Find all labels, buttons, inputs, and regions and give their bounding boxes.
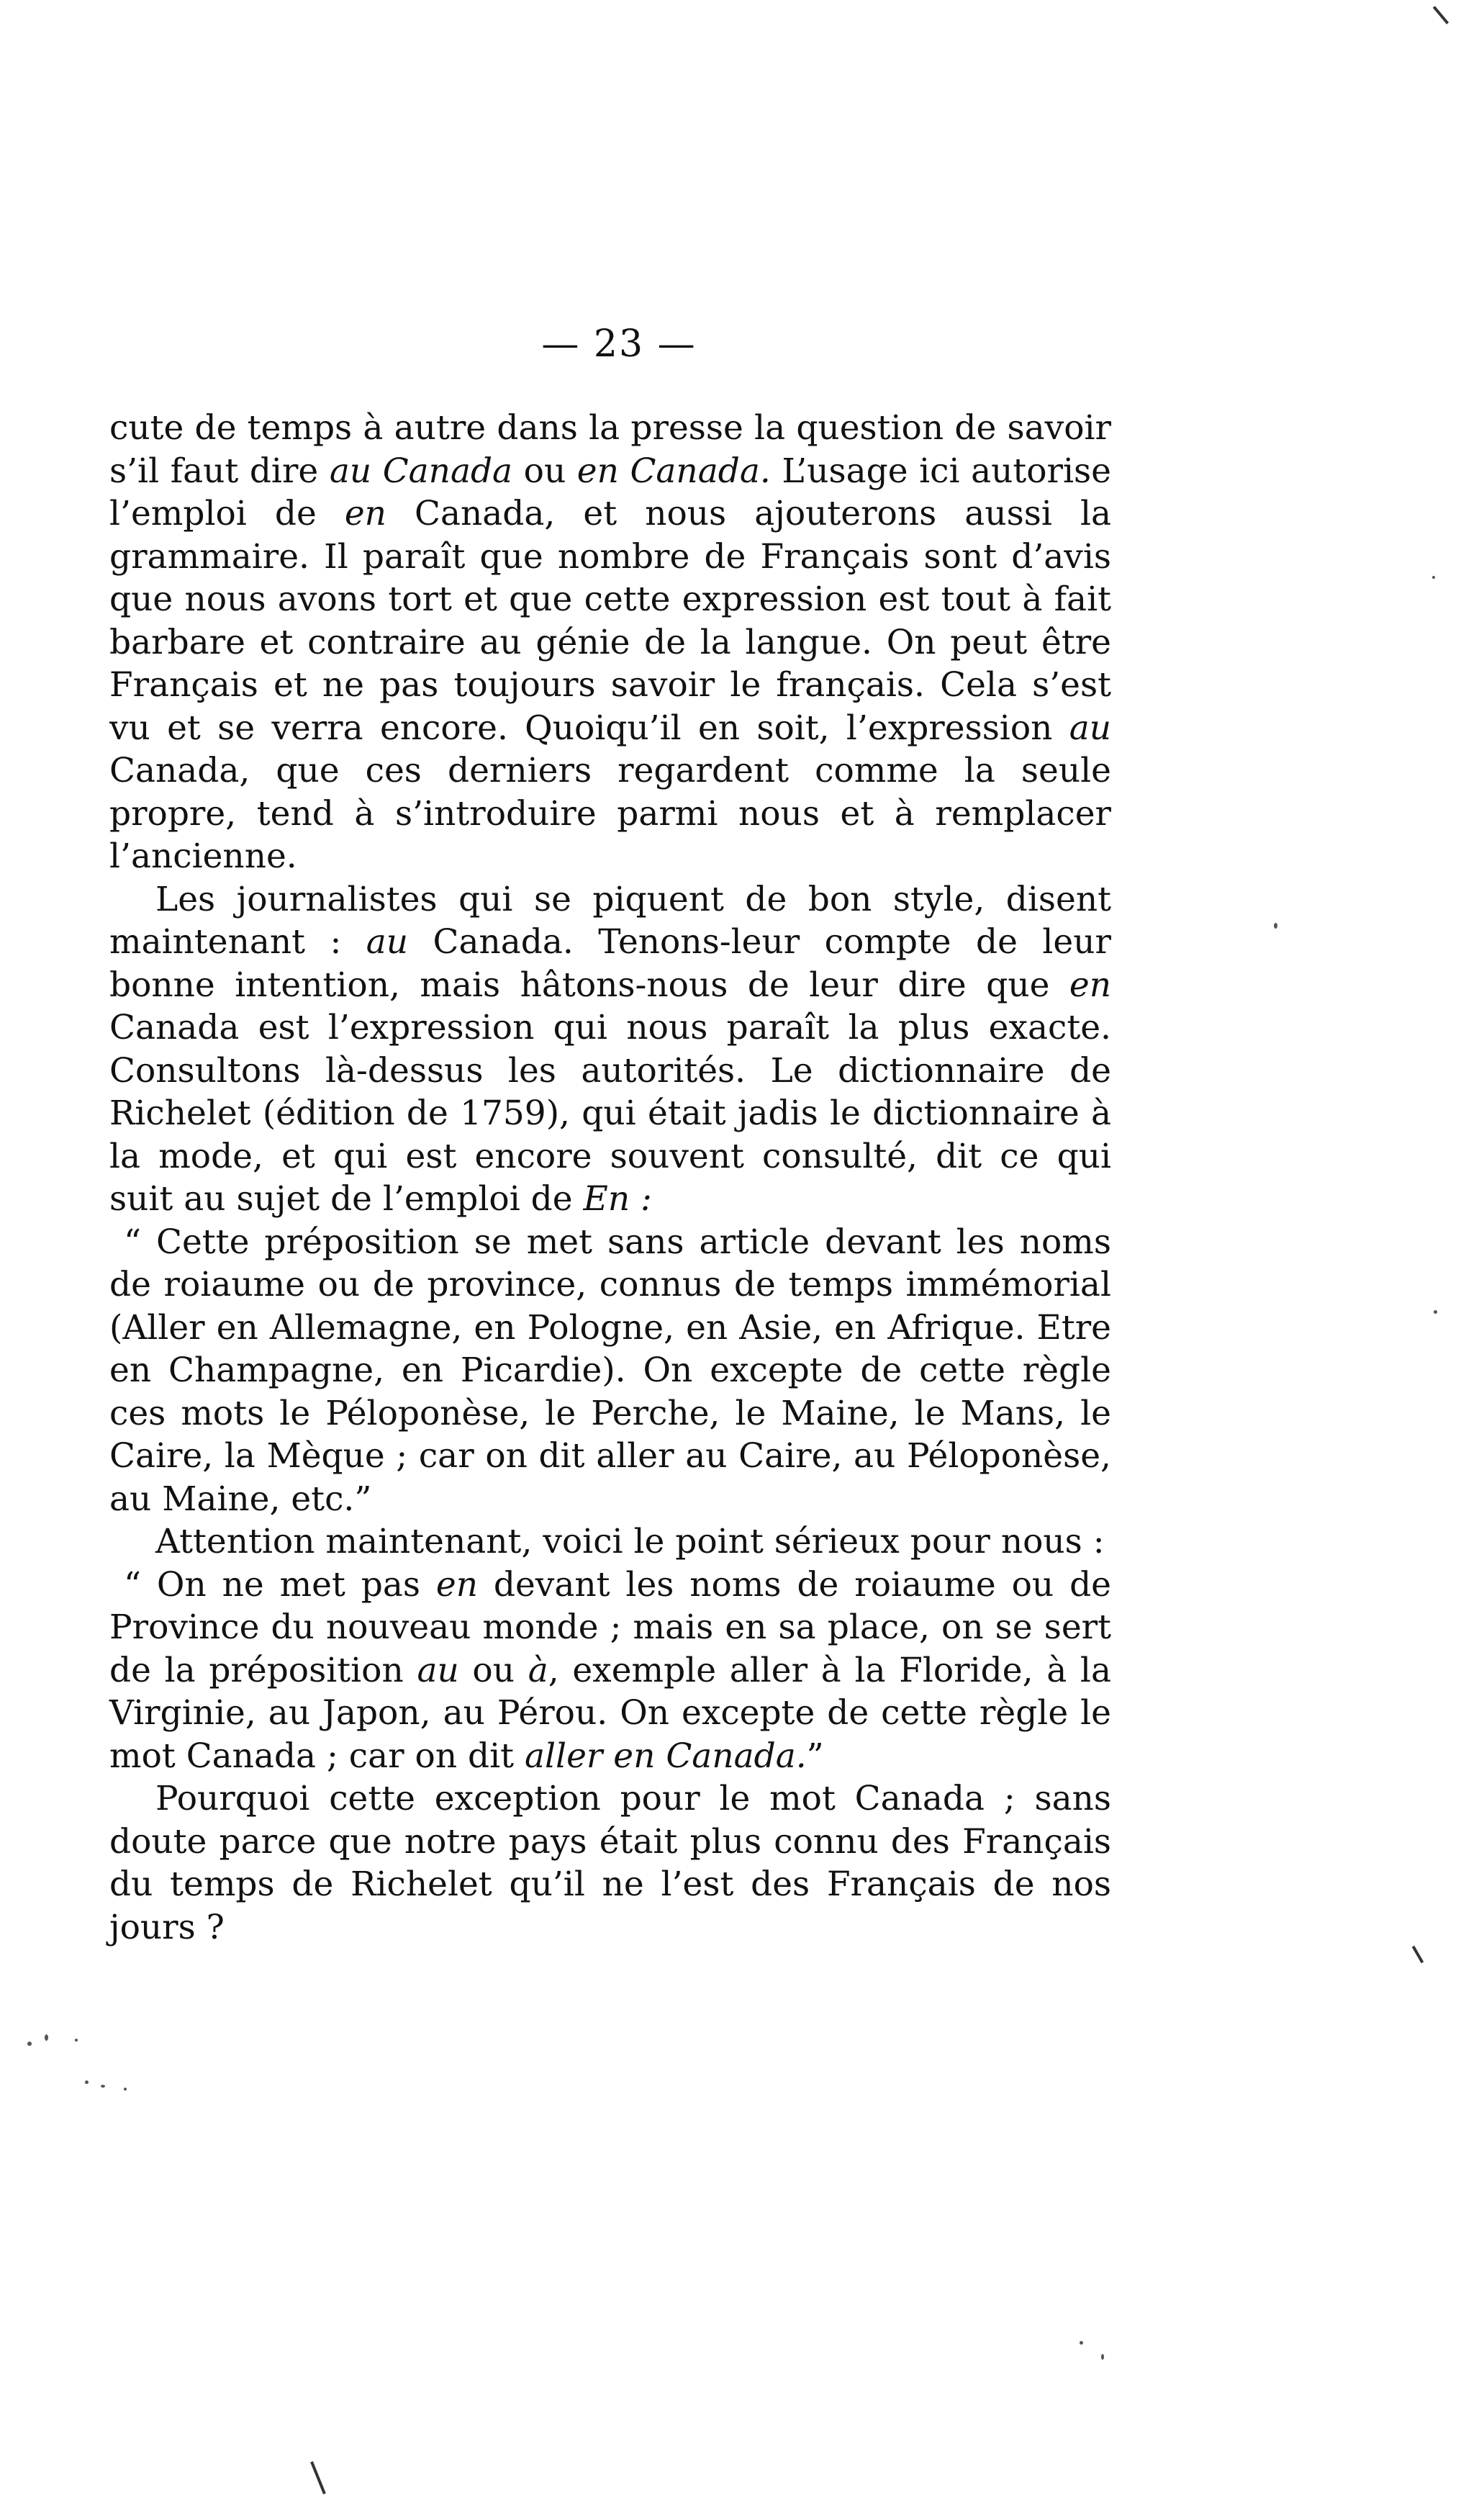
scan-mark bbox=[1433, 6, 1449, 24]
paragraph bbox=[109, 878, 1111, 1221]
text-run: Pourquoi cette exception pour le mot Canada ; sans doute parce que notre pays était plus connu des Français du temps de Richelet qu’il ne l’est des Français de nos jours ? bbox=[109, 1779, 1111, 1947]
italic-text: en bbox=[1069, 965, 1111, 1005]
scan-speck bbox=[75, 2039, 78, 2042]
text-run: L’usage ici autorise l’emploi de bbox=[109, 451, 1111, 533]
text-run: Attention maintenant, voici le point sérieux pour nous : bbox=[155, 1522, 1105, 1561]
paragraph bbox=[109, 1777, 1111, 1949]
italic-text: en bbox=[435, 1564, 478, 1605]
italic-text: à bbox=[528, 1650, 548, 1690]
italic-text: au bbox=[417, 1650, 459, 1690]
text-run: ou bbox=[512, 451, 577, 491]
page-number: — 23 — bbox=[541, 323, 697, 366]
paragraph bbox=[109, 1564, 1111, 1778]
text-run: Canada est l’expression qui nous paraît la plus exacte. Consultons là-dessus les autorités. Le dictionnaire de Richelet (édition de 1759), qui était jadis le dictionnaire à la mode, et qui est encore souvent consulté, dit ce qui suit au sujet de l’emploi de bbox=[109, 1008, 1111, 1219]
italic-text: au Canada bbox=[329, 451, 513, 491]
scan-speck bbox=[85, 2080, 89, 2084]
text-run: “ Cette préposition se met sans article devant les noms de roiaume ou de province, connus de temps immémorial (Aller en Allemagne, en Pologne, en Asie, en Afrique. Etre en Champagne, en Picardie). On excepte de cette règle ces mots le Péloponèse, le Perche, le Maine, le Mans, le Caire, la Mèque ; car on dit aller au Caire, au Péloponèse, au Maine, etc.” bbox=[109, 1222, 1111, 1519]
italic-text: aller en Canada. bbox=[525, 1736, 807, 1776]
scan-speck bbox=[101, 2085, 105, 2088]
italic-text: En : bbox=[583, 1179, 652, 1219]
scan-speck bbox=[1080, 2341, 1083, 2345]
scan-mark bbox=[1412, 1946, 1424, 1964]
paragraph bbox=[109, 1221, 1111, 1521]
italic-text: en bbox=[344, 494, 386, 533]
text-run: Les journalistes qui se piquent de bon style, disent maintenant : bbox=[109, 879, 1111, 962]
text-run: ou bbox=[458, 1650, 528, 1690]
italic-text: en Canada. bbox=[576, 451, 771, 491]
scan-speck bbox=[1434, 1310, 1437, 1314]
text-run: “ On ne met pas bbox=[124, 1564, 436, 1605]
scan-mark bbox=[310, 2461, 326, 2494]
scan-speck bbox=[45, 2034, 48, 2041]
italic-text: au bbox=[366, 922, 409, 962]
text-run: devant les noms de roiaume ou de Province du nouveau monde ; mais en sa place, on se sert de la préposition bbox=[109, 1564, 1111, 1690]
text-run: Canada. Tenons-leur compte de leur bonne intention, mais hâtons-nous de leur dire que bbox=[109, 922, 1111, 1005]
scan-speck bbox=[1101, 2354, 1104, 2360]
text-run: cute de temps à autre dans la presse la question de savoir s’il faut dire bbox=[109, 408, 1111, 491]
text-run: Canada, et nous ajouterons aussi la grammaire. Il paraît que nombre de Français sont d’avis que nous avons tort et que cette expression est tout à fait barbare et contraire au génie de la langue. On peut être Français et ne pas toujours savoir le français. Cela s’est vu et se verra encore. Quoiqu’il en soit, l’expression bbox=[109, 494, 1111, 748]
italic-text: au bbox=[1069, 708, 1111, 748]
scan-speck bbox=[1274, 923, 1277, 929]
paragraph bbox=[109, 1520, 1111, 1564]
text-run: Canada, que ces derniers regardent comme la seule propre, tend à s’introduire parmi nous et à remplacer l’ancienne. bbox=[109, 751, 1111, 876]
paragraph bbox=[109, 407, 1111, 878]
scan-speck bbox=[27, 2042, 32, 2046]
scan-speck bbox=[1432, 576, 1435, 579]
text-run: ” bbox=[806, 1736, 824, 1776]
body-text bbox=[109, 407, 1111, 1949]
scan-speck bbox=[124, 2088, 127, 2091]
text-run: , exemple aller à la Floride, à la Virginie, au Japon, au Pérou. On excepte de cette règle le mot Canada ; car on dit bbox=[109, 1650, 1111, 1776]
